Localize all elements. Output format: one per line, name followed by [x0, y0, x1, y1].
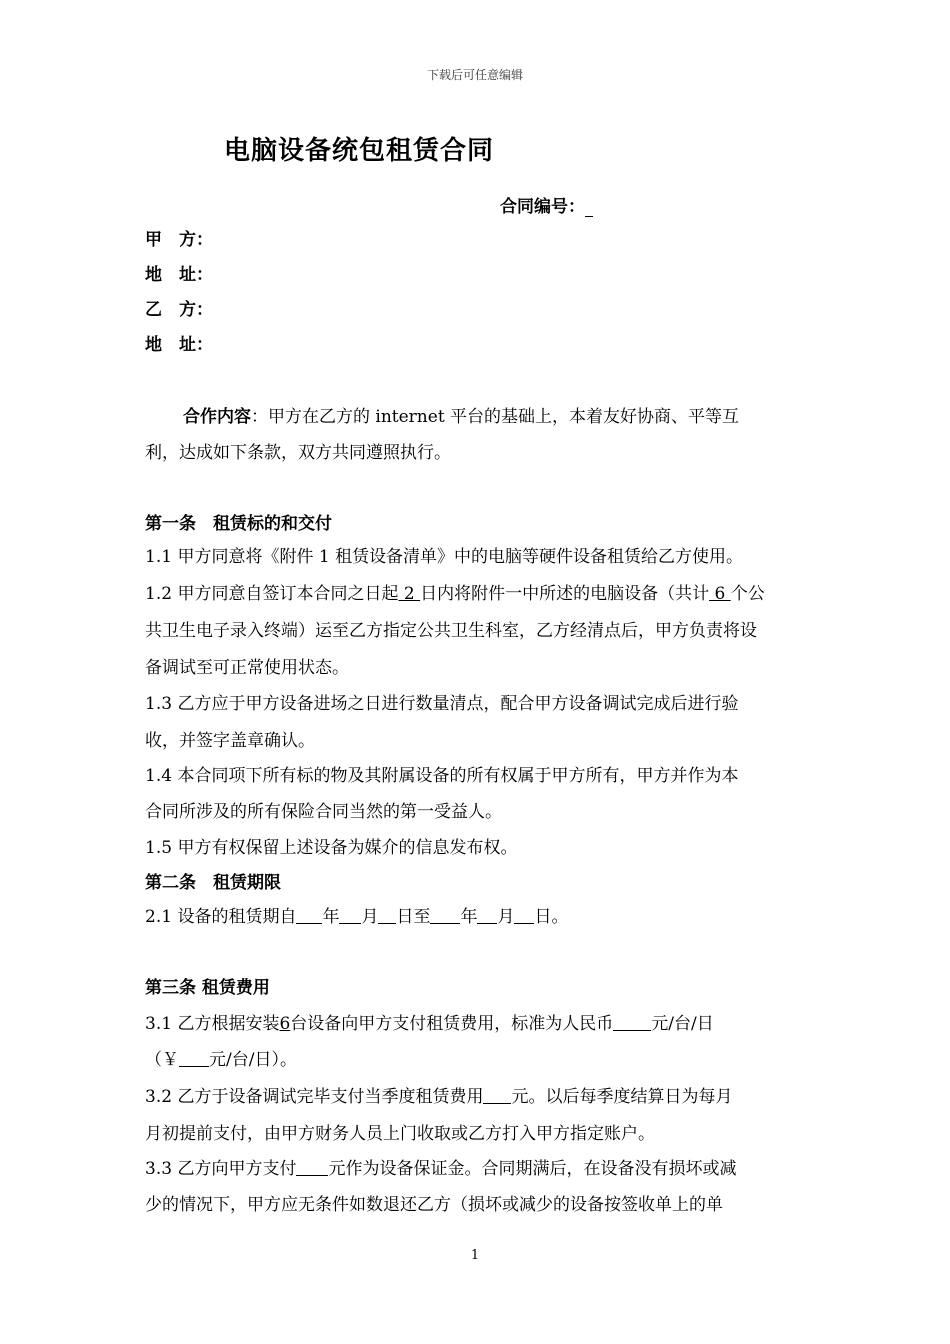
clause-1-2-part-c: 个公 [730, 584, 765, 604]
contract-number-label: 合同编号： [500, 197, 585, 217]
quarter-fee-blank [483, 1085, 511, 1104]
party-b-address-label: 地 址： [145, 335, 213, 355]
clause-1-3-cont: 收，并签字盖章确认。 [145, 731, 315, 751]
clause-3-2-part-b: 元。以后每季度结算日为每月 [511, 1087, 733, 1107]
start-year-unit: 年 [322, 907, 340, 927]
party-a-label: 甲 方： [145, 230, 213, 250]
installed-quantity: 6 [279, 1014, 291, 1034]
clause-1-5: 1.5 甲方有权保留上述设备为媒介的信息发布权。 [145, 838, 518, 858]
clause-2-1-prefix: 2.1 设备的租赁期自 [145, 907, 297, 927]
clause-3-3-cont: 少的情况下，甲方应无条件如数退还乙方（损坏或减少的设备按签收单上的单 [145, 1195, 723, 1215]
clause-3-1-cont [145, 1048, 297, 1072]
clause-3-1-cont-b: 元/台/日）。 [209, 1050, 297, 1070]
clause-1-4: 1.4 本合同项下所有标的物及其附属设备的所有权属于甲方所有，甲方并作为本 [145, 766, 739, 786]
intro-line-2: 利，达成如下条款，双方共同遵照执行。 [145, 443, 451, 463]
clause-3-3-part-a: 3.3 乙方向甲方支付 [145, 1159, 297, 1179]
clause-1-2-part-b: 日内将附件一中所述的电脑设备（共计 [420, 584, 710, 604]
clause-3-3-part-b: 元作为设备保证金。合同期满后，在设备没有损坏或减 [328, 1159, 737, 1179]
end-year-unit: 年 [460, 907, 478, 927]
contract-number [500, 192, 593, 217]
intro-line-1 [183, 405, 739, 429]
end-month-blank [477, 905, 497, 924]
document-title: 电脑设备统包租赁合同 [224, 136, 495, 166]
clause-3-1-part-a: 3.1 乙方根据安装 [145, 1014, 280, 1034]
article-1-heading: 第一条 租赁标的和交付 [145, 514, 332, 534]
clause-3-1-cont-a: （￥ [145, 1050, 179, 1070]
clause-1-2-cont-2: 备调试至可正常使用状态。 [145, 658, 349, 678]
party-a-address-label: 地 址： [145, 265, 213, 285]
start-day-unit: 日至 [396, 907, 431, 927]
page-number: 1 [470, 1248, 480, 1263]
end-year-blank [430, 905, 460, 924]
clause-3-2-cont: 月初提前支付，由甲方财务人员上门收取或乙方打入甲方指定账户。 [145, 1124, 655, 1144]
article-2-heading: 第二条 租赁期限 [145, 873, 281, 893]
clause-1-1: 1.1 甲方同意将《附件 1 租赁设备清单》中的电脑等硬件设备租赁给乙方使用。 [145, 547, 744, 567]
intro-label: 合作内容 [183, 407, 251, 427]
clause-3-1-part-b: 台设备向甲方支付租赁费用，标准为人民币 [290, 1014, 614, 1034]
header-note: 下载后可任意编辑 [426, 68, 523, 82]
delivery-days: 2 [398, 584, 421, 604]
clause-1-3: 1.3 乙方应于甲方设备进场之日进行数量清点，配合甲方设备调试完成后进行验 [145, 694, 739, 714]
clause-1-2-cont-1: 共卫生电子录入终端）运至乙方指定公共卫生科室，乙方经清点后，甲方负责将设 [145, 621, 757, 641]
start-year-blank [296, 905, 322, 924]
deposit-blank [296, 1157, 328, 1176]
clause-1-2 [145, 582, 765, 606]
clause-3-2-part-a: 3.2 乙方于设备调试完毕支付当季度租赁费用 [145, 1087, 484, 1107]
clause-3-3 [145, 1157, 736, 1181]
article-3-heading: 第三条 租赁费用 [145, 978, 270, 998]
start-month-blank [339, 905, 361, 924]
daily-rate-yen-blank [179, 1048, 209, 1067]
clause-3-2 [145, 1085, 732, 1109]
start-day-blank [378, 905, 396, 924]
end-month-unit: 月 [497, 907, 515, 927]
intro-text-1: ：甲方在乙方的 internet 平台的基础上，本着友好协商、平等互 [251, 407, 740, 427]
party-b-label: 乙 方： [145, 300, 213, 320]
daily-rate-blank [613, 1012, 651, 1031]
clause-1-2-part-a: 1.2 甲方同意自签订本合同之日起 [145, 584, 399, 604]
clause-1-4-cont: 合同所涉及的所有保险合同当然的第一受益人。 [145, 802, 502, 822]
contract-number-blank [585, 200, 593, 217]
device-count: 6 [709, 584, 731, 604]
clause-3-1-part-c: 元/台/日 [651, 1014, 714, 1034]
clause-3-1 [145, 1012, 714, 1036]
end-day-unit: 日。 [534, 907, 569, 927]
end-day-blank [514, 905, 534, 924]
clause-2-1 [145, 905, 568, 929]
start-month-unit: 月 [361, 907, 379, 927]
